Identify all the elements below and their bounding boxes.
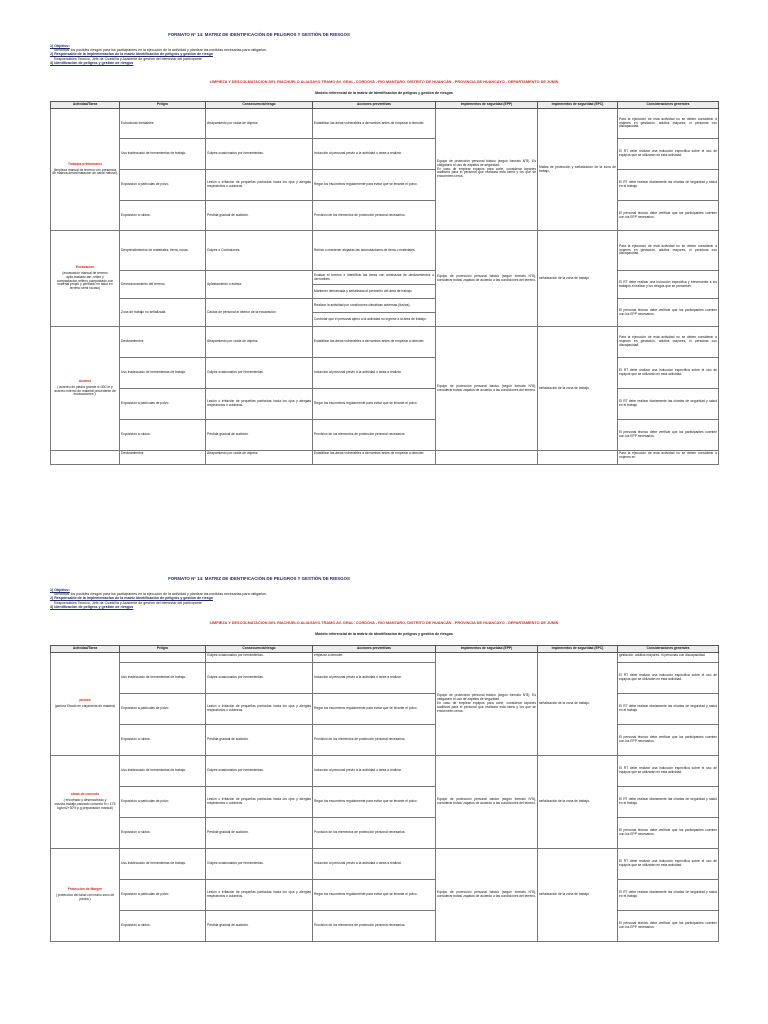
header-epc: Implementos de seguridad (EPC) (538, 646, 618, 653)
epp-cell: Equipo de protección personal básico (según formato N°8), considerar botas/ zapatos de acuerdo a las condiciones del terreno. (436, 231, 538, 327)
objective-1-heading: 1) Objetivo: (50, 588, 70, 592)
preventive-cell: Inducción al personal previo a la actividad o tarea a realizar. (313, 849, 436, 880)
activity-name: Excavacion (75, 264, 95, 269)
preventive-cell: Regar los escombros regularmente para evitar que se levante el polvo. (313, 787, 436, 818)
hazard-cell: Deslizamientos (120, 327, 206, 358)
activity-description: ( encofrado y desencofrado y mezcla,trabajo,vaceado concreto f'c= 175 kg/cm2+30% p.g preparación manual) (54, 798, 116, 810)
epp-cell: Equipo de protección personal básico (según formato N°8), considerar botas/ zapatos de acuerdo a las condiciones del terreno. (436, 327, 538, 451)
epp-cell (436, 451, 538, 465)
epp-cell: Equipo de protección personal básico (según formato N°8), considerar botas/ zapatos de acuerdo a las condiciones del terreno. (436, 849, 538, 942)
header-consequence: Consecuencia/riesgo (206, 102, 313, 109)
hazard-cell: Estructuras inestables (120, 109, 206, 139)
activity-description: (excavación manual de terreno apilo,traslado,tan ,rellen y compactacion,relleno compactado con material propio y perfilado en talud en terreno semi rocoso) (56, 270, 114, 291)
risk-matrix-table (50, 101, 719, 465)
table-row (51, 271, 719, 285)
hazard-cell: Uso inadecuado de herramientas de trabajo. (120, 139, 206, 170)
header-activity: Actividad/Tarea (51, 102, 120, 109)
risk-matrix-table (50, 645, 719, 942)
consequence-cell: Golpes ocasionados por herramientas. (206, 358, 313, 389)
general-cell: El RT debe realizar diariamente las charlas de seguridad y salud en el trabajo (618, 787, 719, 818)
preventive-cell: Realizar la actividad por condiciones climáticas adversas (lluvias). (313, 299, 436, 313)
model-title: Modelo referencial de la matriz de identificación de peligros y gestión de riesgos (315, 91, 453, 95)
activity-name: Acarreo (78, 378, 92, 383)
consequence-cell: Pérdida gradual de audición. (206, 818, 313, 849)
objective-2-text: Responsables Tecnico, Jefe de Cuadrilla y Asistente de gestion del bienestar del participante (54, 600, 202, 605)
hazard-cell: Zona de trabajo no señalizada (120, 299, 206, 327)
header-preventive: Acciones preventivas (313, 646, 436, 653)
general-cell: El RT debe realizar una inducción específica sobre el uso de equipos que se utilizarán en esta actividad. (618, 756, 719, 787)
model-title: Modelo referencial de la matriz de identificación de peligros y gestión de riesgos (315, 632, 453, 636)
epc-cell: Mallas de protección y señalización de la zona de trabajo. (538, 109, 618, 231)
table-row (51, 756, 719, 787)
header-consequence: Consecuencia/riesgo (206, 646, 313, 653)
hazard-cell: Desprendimientos de materiales, tierra, rocas. (120, 231, 206, 271)
general-cell: El RT debe realizar diariamente las charlas de seguridad y salud en el trabajo (618, 880, 719, 911)
header-hazard: Peligro (120, 102, 206, 109)
consequence-cell: Golpes o Contusiones. (206, 231, 313, 271)
preventive-cell: Regar los escombros regularmente para evitar que se levante el polvo. (313, 389, 436, 420)
consequence-cell: Golpes ocasionados por herramientas. (206, 139, 313, 170)
preventive-cell: Provisión de los elementos de protección personal necesarios. (313, 201, 436, 231)
preventive-cell: Mantener demarcada y señalizada el perímetro del área de trabajo. (313, 285, 436, 299)
epp-cell: Equipo de protección personal básico (según formato N°8). Es obligatorio el uso de zapatos de seguridad. En caso de emplear equipos para corte, considerar tapones auditivos para el personal que realizará esta tarea y los que se encuentren cerca. (436, 653, 538, 756)
hazard-cell: Uso inadecuado de herramientas de trabajo. (120, 663, 206, 694)
activity-name: Proteccion de Margen (67, 887, 103, 892)
general-cell: Para la ejecución de esta actividad no se deben considerar a mujeres en gestación, adultos mayores, ni personas con discapacidad. (618, 327, 719, 358)
table-row (51, 231, 719, 271)
header-general: Consideraciones generales (618, 646, 719, 653)
general-cell: El RT debe realizar una inducción específica sobre el uso de equipos que se utilizarán en esta actividad. (618, 139, 719, 170)
general-cell: El RT debe realizar una inducción específica y brevemente a los trabajos a realizar y los riesgos que se presentan. (618, 271, 719, 299)
consequence-cell: Lesión o irritación de pequeñas partículas hacia los ojos y alergias respiratorios o cutáneos. (206, 170, 313, 201)
general-cell: El RT debe realizar una inducción específica sobre el uso de equipos que se utilizarán en esta actividad. (618, 663, 719, 694)
preventive-cell: Inducción al personal previo a la actividad o tarea a realizar. (313, 358, 436, 389)
consequence-cell: Atrapamiento por caída de objetos. (206, 451, 313, 465)
objective-1-text: Identificar los posibles riesgos para los participantes en la ejecución de la actividad y plantear las medidas necesarias para mitigarlos. (54, 592, 267, 597)
general-cell: El RT debe realizar diariamente las charlas de seguridad y salud en el trabajo (618, 694, 719, 725)
activity-cell (51, 653, 120, 756)
preventive-cell: Inducción al personal previo a la actividad o tarea a realizar. (313, 756, 436, 787)
epc-cell: señalización de la zona de trabajo. (538, 653, 618, 756)
preventive-cell: Estabilizar las áreas vulnerables a derrumbes antes de empezar a demoler. (313, 451, 436, 465)
hazard-cell: Deslizamientos (120, 451, 206, 465)
general-cell: El RT debe realizar diariamente las charlas de seguridad y salud en el trabajo (618, 170, 719, 201)
hazard-cell: Exposición a partículas de polvo. (120, 787, 206, 818)
hazard-cell: Exposición a partículas de polvo. (120, 389, 206, 420)
consequence-cell: Golpes ocasionados por herramientas. (206, 849, 313, 880)
activity-cell (51, 109, 120, 231)
preventive-cell: Provisión de los elementos de protección personal necesarios. (313, 420, 436, 451)
activity-cell (51, 849, 120, 942)
objectives (50, 44, 267, 65)
objective-3-heading: 3) Identificación de peligros y gestión de riesgos (50, 604, 134, 609)
general-cell: El personal técnico debe verificar que los participantes cuenten con los EPP necesarios. (618, 201, 719, 231)
table-row (51, 139, 719, 170)
header-activity: Actividad/Tarea (51, 646, 120, 653)
consequence-cell: Lesión o irritación de pequeñas partículas hacia los ojos y alergias respiratorios o cutáneos. (206, 880, 313, 911)
table-row (51, 880, 719, 911)
table-row (51, 327, 719, 358)
consequence-cell: Pérdida gradual de audición. (206, 725, 313, 756)
table-row (51, 358, 719, 389)
general-cell: Para la ejecución de esta actividad no se deben considerar a mujeres en (618, 451, 719, 465)
hazard-cell: Desmoronamiento del terreno. (120, 271, 206, 299)
table-row (51, 663, 719, 694)
header-row (51, 102, 719, 109)
hazard-cell: Uso inadecuado de herramientas de trabajo. (120, 756, 206, 787)
activity-description: ( proteccion del talud con mano seco de piedra ) (55, 893, 115, 901)
preventive-cell: Provisión de los elementos de protección personal necesarios. (313, 818, 436, 849)
general-cell: El personal técnico debe verificar que los participantes cuenten con los EPP necesarios. (618, 818, 719, 849)
consequence-cell: Golpes ocasionados por herramientas. (206, 653, 313, 663)
general-cell: El personal técnico debe verificar que los participantes cuenten con los EPP necesarios. (618, 420, 719, 451)
format-title: FORMATO N° 14: MATRIZ DE IDENTIFICACIÓN DE PELIGROS Y GESTIÓN DE RIESGOS (168, 576, 350, 581)
consequence-cell: Pérdida gradual de audición. (206, 911, 313, 942)
general-cell: El RT debe realizar una inducción específica sobre el uso de equipos que se utilizarán en esta actividad. (618, 358, 719, 389)
table-row (51, 694, 719, 725)
consequence-cell: Golpes ocasionados por herramientas. (206, 756, 313, 787)
project-title: LIMPIEZA Y DESCOLMATACION DEL RIACHUELO ALIAGAYO TRAMO AV. GRAL. CORDOVA - RIO MANTARO, DISTRITO DE HUANCÁN - PROVINCIA DE HUANCAYO - DEPARTAMENTO DE JUNÍN (209, 621, 559, 625)
consequence-cell: Lesión o irritación de pequeñas partículas hacia los ojos y alergias respiratorios o cutáneos. (206, 787, 313, 818)
sheet-2 (0, 560, 768, 1024)
preventive-cell: Inducción al personal previo a la actividad o tarea a realizar. (313, 663, 436, 694)
hazard-cell: Exposición a partículas de polvo. (120, 880, 206, 911)
objective-1-text: Identificar los posibles riesgos para los participantes en la ejecución de la actividad y plantear las medidas necesarias para mitigarlos. (54, 48, 267, 53)
objective-2-heading: 2) Responsable de la implementación de la matriz identificación de peligros y gestión de riesgo (50, 596, 213, 601)
general-cell: Para la ejecución de esta actividad no se deben considerar a mujeres en gestación, adultos mayores, ni personas con discapacidad. (618, 109, 719, 139)
header-preventive: Acciones preventivas (313, 102, 436, 109)
table-row (51, 299, 719, 313)
activity-cell (51, 327, 120, 451)
objectives (50, 588, 267, 609)
table-row (51, 170, 719, 201)
preventive-cell: Retirar o mantener alejadas las acumulaciones de tierra o materiales. (313, 231, 436, 271)
header-epp: Implementos de seguridad (EPP) (436, 102, 538, 109)
header-general: Consideraciones generales (618, 102, 719, 109)
header-hazard: Peligro (120, 646, 206, 653)
consequence-cell: Pérdida gradual de audición. (206, 201, 313, 231)
objective-2-text: Responsables Tecnico, Jefe de Cuadrilla y Asistente de gestion del bienestar del participante (54, 56, 202, 61)
activity-cell (51, 756, 120, 849)
consequence-cell: Caídas de personal al interior de la excavación (206, 299, 313, 327)
general-cell: El RT debe realizar diariamente las charlas de seguridad y salud en el trabajo (618, 389, 719, 420)
table-row (51, 389, 719, 420)
header-row (51, 646, 719, 653)
project-title: LIMPIEZA Y DESCOLMATACION DEL RIACHUELO ALIAGAYO TRAMO AV. GRAL. CORDOVA - RIO MANTARO, DISTRITO DE HUANCÁN - PROVINCIA DE HUANCAYO - DEPARTAMENTO DE JUNÍN (209, 80, 559, 84)
consequence-cell: Lesión o irritación de pequeñas partículas hacia los ojos y alergias respiratorios o cutáneos. (206, 694, 313, 725)
epp-cell: Equipo de protección personal básico (según formato N°8), considerar botas/ zapatos de acuerdo a las condiciones del terreno. (436, 756, 538, 849)
hazard-cell: Exposición a partículas de polvo. (120, 694, 206, 725)
activity-description: (pintura Etrado en carpinteria de madera) (54, 704, 116, 708)
table-row (51, 420, 719, 451)
table-row (51, 787, 719, 818)
preventive-cell: Controlar que el personal ajeno a la actividad no ingrese a la área de trabajo. (313, 313, 436, 327)
activity-cell (51, 451, 120, 465)
hazard-cell: Uso inadecuado de herramientas de trabajo. (120, 358, 206, 389)
general-cell: El RT debe realizar una inducción específica sobre el uso de equipos que se utilizarán en esta actividad. (618, 849, 719, 880)
consequence-cell: Aplastamiento o asfixia. (206, 271, 313, 299)
preventive-cell: Provisión de los elementos de protección personal necesarios. (313, 725, 436, 756)
activity-description: ( acarreo de piedra grande d=300 m y acarreo interno de material procedente de excavaciones ). (54, 384, 116, 397)
activity-name: obras de concreto (70, 792, 100, 797)
epc-cell (538, 451, 618, 465)
epp-cell: Equipo de protección personal básico (según formato N°8). Es obligatorio el uso de zapatos de seguridad. En caso de emplear equipos para corte, considerar tapones auditivos para el personal que realizará esta tarea y los que se encuentren cerca. (436, 109, 538, 231)
preventive-cell: Evaluar el terreno e identificar las áreas con amenazas de deslizamientos o derrumbes. (313, 271, 436, 285)
preventive-cell: Estabilizar las áreas vulnerables a derrumbes antes de empezar a demoler. (313, 109, 436, 139)
consequence-cell: Pérdida gradual de audición. (206, 420, 313, 451)
hazard-cell (120, 653, 206, 663)
hazard-cell: Exposición a ruidos. (120, 420, 206, 451)
table-row (51, 818, 719, 849)
consequence-cell: Golpes ocasionados por herramientas. (206, 663, 313, 694)
hazard-cell: Exposición a ruidos. (120, 818, 206, 849)
epc-cell: señalización de la zona de trabajo. (538, 849, 618, 942)
preventive-cell: Provisión de los elementos de protección personal necesarios. (313, 911, 436, 942)
consequence-cell: Lesión o irritación de pequeñas partículas hacia los ojos y alergias respiratorios o cutáneos. (206, 389, 313, 420)
hazard-cell: Exposición a ruidos. (120, 725, 206, 756)
hazard-cell: Exposición a ruidos. (120, 911, 206, 942)
general-cell: Para la ejecución de esta actividad no se deben considerar a mujeres en gestación, adultos mayores, ni personas con discapacidad. (618, 231, 719, 271)
activity-name: pintura (79, 698, 91, 703)
objective-2-heading: 2) Responsable de la implementación de la matriz identificación de peligros y gestión de riesgo (50, 52, 213, 57)
preventive-cell: Estabilizar las áreas vulnerables a derrumbes antes de empezar a demoler. (313, 327, 436, 358)
table-row (51, 653, 719, 663)
epc-cell: señalización de la zona de trabajo. (538, 756, 618, 849)
activity-description: (limpieza manual de terreno con presencia de maleza,descolmatacion de canal natural). (52, 167, 118, 176)
table-row (51, 109, 719, 139)
table-row (51, 911, 719, 942)
activity-cell (51, 231, 120, 327)
preventive-cell: empezar a demoler. (313, 653, 436, 663)
table-row (51, 451, 719, 465)
objective-1-heading: 1) Objetivo: (50, 44, 70, 48)
preventive-cell: Regar los escombros regularmente para evitar que se levante el polvo. (313, 880, 436, 911)
general-cell: gestación, adultos mayores, ni personas con discapacidad. (618, 653, 719, 663)
hazard-cell: Uso inadecuado de herramientas de trabajo. (120, 849, 206, 880)
header-epc: Implementos de seguridad (EPC) (538, 102, 618, 109)
table-row (51, 849, 719, 880)
objective-3-heading: 3) Identificación de peligros y gestión de riesgos (50, 60, 134, 65)
consequence-cell: Atrapamiento por caída de objetos. (206, 109, 313, 139)
general-cell: El personal técnico debe verificar que los participantes cuenten con los EPP necesarios. (618, 725, 719, 756)
activity-name: Trabajos preliminares (67, 161, 103, 166)
preventive-cell: Regar los escombros regularmente para evitar que se levante el polvo. (313, 694, 436, 725)
consequence-cell: Atrapamiento por caída de objetos. (206, 327, 313, 358)
epc-cell: señalización de la zona de trabajo. (538, 327, 618, 451)
format-title: FORMATO N° 14: MATRIZ DE IDENTIFICACIÓN DE PELIGROS Y GESTIÓN DE RIESGOS (168, 32, 350, 37)
general-cell: El personal técnico debe verificar que los participantes cuenten con los EPP necesarios. (618, 911, 719, 942)
epc-cell: señalización de la zona de trabajo. (538, 231, 618, 327)
general-cell: El personal técnico debe verificar que los participantes cuenten con los EPP necesarios. (618, 299, 719, 327)
table-row (51, 725, 719, 756)
hazard-cell: Exposición a partículas de polvo. (120, 170, 206, 201)
table-row (51, 201, 719, 231)
preventive-cell: Regar los escombros regularmente para evitar que se levante el polvo. (313, 170, 436, 201)
header-epp: Implementos de seguridad (EPP) (436, 646, 538, 653)
preventive-cell: Inducción al personal previo a la actividad o tarea a realizar. (313, 139, 436, 170)
hazard-cell: Exposición a ruidos. (120, 201, 206, 231)
